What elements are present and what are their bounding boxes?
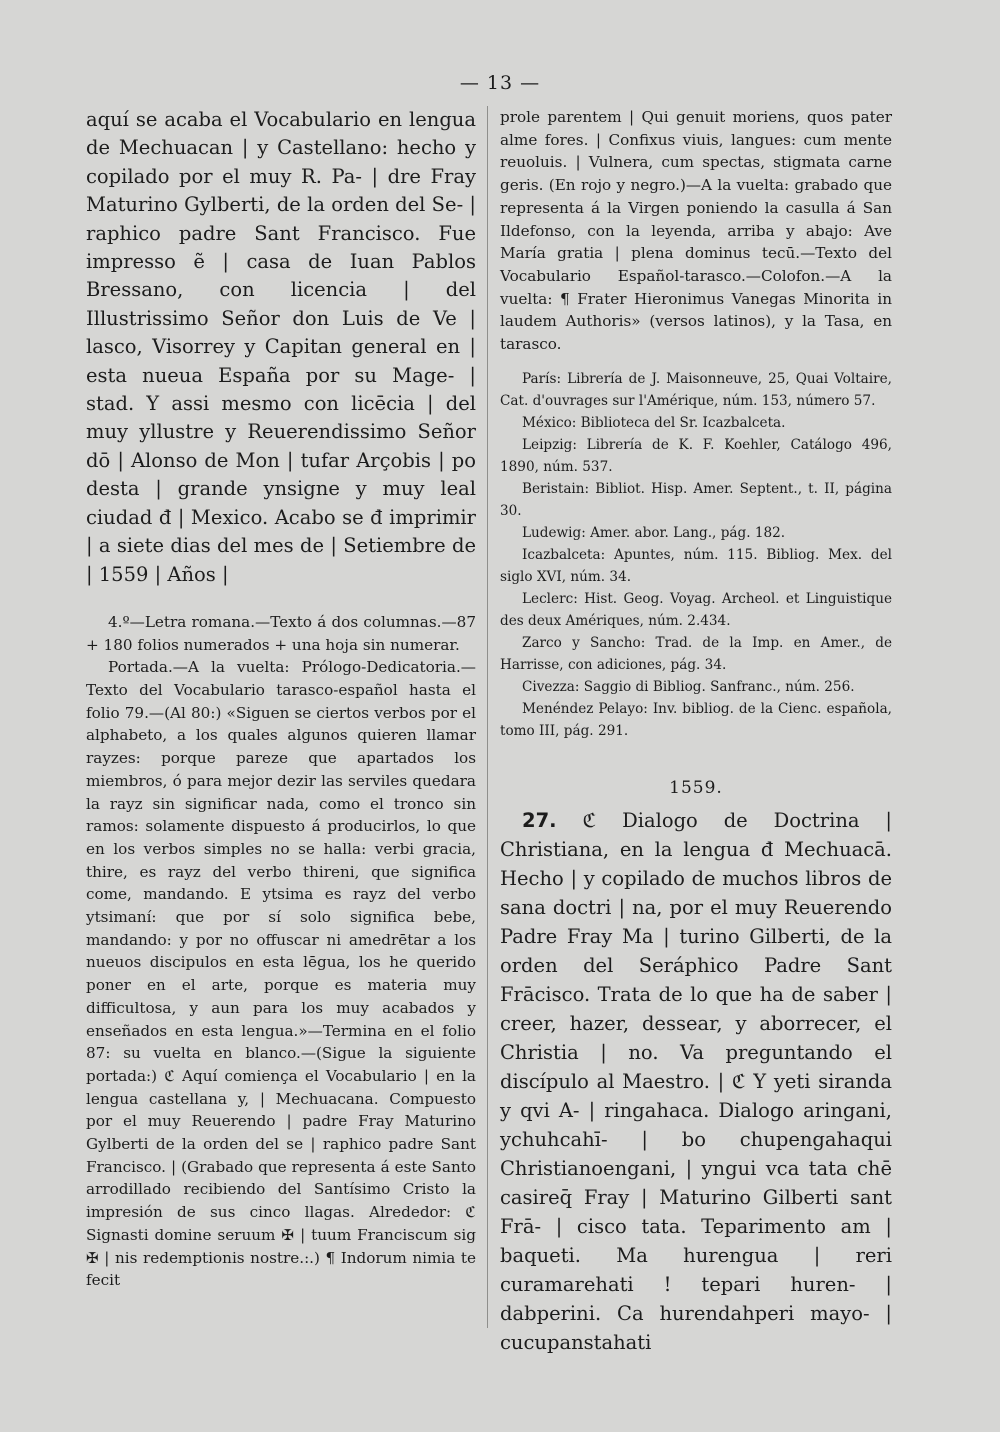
citation: Beristain: Bibliot. Hisp. Amer. Septent., t. II, página 30. [500, 480, 892, 519]
year-heading: 1559. [669, 777, 723, 798]
page-number: — 13 — [459, 72, 541, 94]
citation-list [500, 368, 892, 742]
citation: Ludewig: Amer. abor. Lang., pág. 182. [522, 524, 786, 541]
entry-text: ℭ Dialogo de Doctrina | Christiana, en la lengua đ Mechuacā. Hecho | y copilado de muchos libros de sana doctri | na, por el muy Reuerendo Padre Fray Ma | turino Gilberti, de la orden del Seráphico Padre Sant Frācisco. Trata de lo que ha de saber | creer, hazer, dessear, y aborrecer, el Christia | no. Va preguntando el discípulo al Maestro. | ℭ Y yeti siranda y qvi A- | ringahaca. Dialogo aringani, ychuhcahī- | bo chupengahaqui Christianoengani, | yngui vca tata chē casireq̄ Fray | Maturino Gilberti sant Frā- | cisco tata. Teparimento am | baqueti. Ma hurengua | reri curamarehati ! tepari huren- | dabperini. Ca hurendahperi mayo- | cucupanstahati [500, 808, 892, 1354]
right-column [500, 106, 892, 1357]
title-transcription: aquí se acaba el Vocabulario en lengua de Mechuacan | y Castellano: hecho y copilado por el muy R. Pa- | dre Fray Maturino Gylberti, de la orden del Se- | raphico padre Sant Francisco. Fue impresso ẽ | casa de Iuan Pablos Bressano, con licencia | del Illustrissimo Señor don Luis de Ve | lasco, Visorrey y Capitan general en | esta nueua España por su Mage- | stad. Y assi mesmo con licēcia | del muy yllustre y Reuerendissimo Señor dō | Alonso de Mon | tufar Arçobis | po desta | grande ynsigne y muy leal ciudad đ | Mexico. Acabo se đ imprimir | a siete dias del mes de | Setiembre de | 1559 | Años | [86, 108, 476, 586]
citation: Leclerc: Hist. Geog. Voyag. Archeol. et Linguistique des deux Amériques, núm. 2.434. [500, 590, 892, 629]
citation: Icazbalceta: Apuntes, núm. 115. Bibliog. Mex. del siglo XVI, núm. 34. [500, 546, 892, 585]
description-paragraph: Portada.—A la vuelta: Prólogo-Dedicatoria.—Texto del Vocabulario tarasco-español hasta el folio 79.—(Al 80:) «Siguen se ciertos verbos por el alphabeto, a los quales algunos quieren llamar rayzes: porque pareze que apartados los miembros, ó para mejor dezir las serviles quedara la rayz sin significar nada, como el tronco sin ramos: solamente dispuesto á producirlos, lo que en los verbos simples no se halla: verbi gracia, thire, es rayz del verbo thireni, que significa come, mandando. E ytsima es rayz del verbo ytsimaní: que por sí solo significa bebe, mandando: y por no offuscar ni amedrētar a los nueuos discipulos en esta lēgua, los he querido poner en el arte, porque es materia muy difficultosa, y aun para los muy acabados y enseñados en esta lengua.»—Termina en el folio 87: su vuelta en blanco.—(Sigue la siguiente portada:) ℭ Aquí comiença el Vocabulario | en la lengua castellana y, | Mechuacana. Compuesto por el muy Reuerendo | padre Fray Maturino Gylberti de la orden del se | raphico padre Sant Francisco. | (Grabado que representa á este Santo arrodillado recibiendo del Santísimo Cristo la impresión de sus cinco llagas. Alrededor: ℭ Signasti domine seruum ✠ | tuum Franciscum sig ✠ | nis redemptionis nostre.:.) ¶ Indorum nimia te fecit [86, 658, 476, 1290]
citation: Menéndez Pelayo: Inv. bibliog. de la Cienc. española, tomo III, pág. 291. [500, 700, 892, 739]
citation: París: Librería de J. Maisonneuve, 25, Quai Voltaire, Cat. d'ouvrages sur l'Amérique, núm. 153, número 57. [500, 370, 892, 409]
entry-27 [500, 806, 892, 1357]
citation: Zarco y Sancho: Trad. de la Imp. en Amer., de Harrisse, con adiciones, pág. 34. [500, 634, 892, 673]
column-divider [487, 106, 488, 1328]
description-continuation: prole parentem | Qui genuit moriens, quos pater alme fores. | Confixus viuis, langues: cum mente reuoluis. | Vulnera, cum spectas, stigmata carne geris. (En rojo y negro.)—A la vuelta: grabado que representa á la Virgen poniendo la casulla á San Ildefonso, con la leyenda, arriba y abajo: Ave María gratia | plena dominus tecū.—Texto del Vocabulario Español-tarasco.—Colofon.—A la vuelta: ¶ Frater Hieronimus Vanegas Minorita in laudem Authoris» (versos latinos), y la Tasa, en tarasco. [500, 108, 892, 354]
citation: México: Biblioteca del Sr. Icazbalceta. [522, 414, 786, 431]
citation: Civezza: Saggio di Bibliog. Sanfranc., núm. 256. [522, 678, 855, 695]
entry-number: 27. [522, 808, 557, 832]
format-line: 4.º—Letra romana.—Texto á dos columnas.—87 + 180 folios numerados + una hoja sin numerar. [86, 612, 476, 654]
left-column [86, 106, 476, 1292]
citation: Leipzig: Librería de K. F. Koehler, Catálogo 496, 1890, núm. 537. [500, 436, 892, 475]
